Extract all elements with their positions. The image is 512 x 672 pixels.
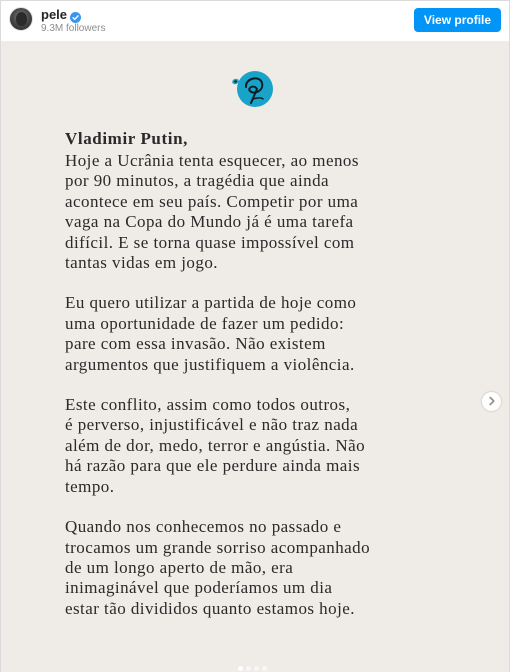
pele-logo-icon (227, 67, 277, 111)
paragraph-line: tantas vidas em jogo. (65, 253, 218, 273)
paragraph-line: trocamos um grande sorriso acompanhado (65, 537, 371, 557)
paragraph-line: além de dor, medo, terror e angústia. Não (65, 435, 366, 455)
carousel-dot (238, 666, 243, 671)
avatar-face (16, 12, 27, 26)
letter-text (65, 129, 465, 639)
paragraph-line: argumentos que justifiquem a violência. (65, 354, 355, 374)
paragraph-line: Este conflito, assim como todos outros, (65, 395, 351, 415)
letter-paragraph (65, 517, 465, 619)
letter-paragraph (65, 151, 465, 273)
paragraph-line: Eu quero utilizar a partida de hoje como (65, 293, 357, 313)
paragraph-line: Hoje a Ucrânia tenta esquecer, ao menos (65, 151, 359, 170)
paragraph-line: Quando nos conhecemos no passado e (65, 517, 342, 537)
username[interactable]: pele (41, 7, 68, 22)
carousel-dot (254, 666, 259, 671)
paragraph-line: inimaginável que poderíamos um dia (65, 578, 333, 598)
paragraph-line: tempo. (65, 476, 115, 496)
paragraph-line: difícil. E se torna quase impossível com (65, 232, 355, 252)
username-row (41, 8, 81, 22)
paragraph-line: é perverso, injustificável e não traz nada (65, 415, 359, 435)
paragraph-line: estar tão divididos quanto estamos hoje. (65, 598, 355, 618)
carousel-dot (262, 666, 267, 671)
carousel-indicators (238, 666, 267, 671)
letter-paragraph (65, 395, 465, 497)
paragraph-line: por 90 minutos, a tragédia que ainda (65, 171, 330, 191)
carousel-dot (246, 666, 251, 671)
post-header (1, 1, 509, 39)
follower-count: 9.3M followers (41, 23, 106, 34)
paragraph-line: de um longo aperto de mão, era (65, 557, 294, 577)
view-profile-button[interactable]: View profile (414, 8, 501, 32)
avatar[interactable] (9, 7, 33, 31)
paragraph-line: uma oportunidade de fazer um pedido: (65, 313, 345, 333)
letter-paragraph (65, 293, 465, 375)
paragraph-line: pare com essa invasão. Não existem (65, 334, 326, 354)
post-image[interactable] (1, 41, 509, 672)
letter-greeting: Vladimir Putin, (65, 129, 188, 148)
next-slide-button[interactable] (482, 392, 501, 411)
paragraph-line: há razão para que ele perdure ainda mais (65, 456, 361, 476)
paragraph-line: vaga na Copa do Mundo já é uma tarefa (65, 212, 354, 232)
verified-badge-icon (70, 10, 81, 21)
paragraph-line: acontece em seu país. Competir por uma (65, 191, 359, 211)
chevron-right-icon (488, 393, 496, 411)
